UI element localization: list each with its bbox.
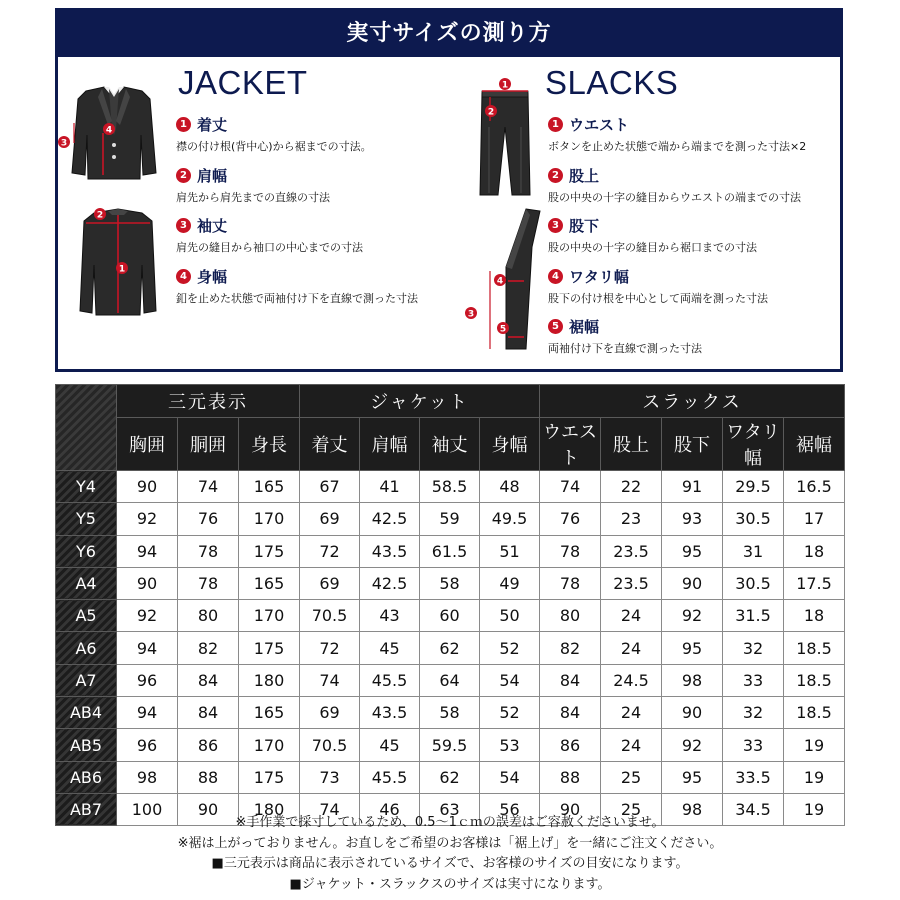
table-cell: 67 bbox=[300, 471, 360, 503]
table-cell: 78 bbox=[540, 567, 601, 599]
table-cell: 18.5 bbox=[784, 632, 845, 664]
table-cell: 180 bbox=[239, 664, 300, 696]
table-cell: 96 bbox=[117, 729, 178, 761]
size-label: AB5 bbox=[56, 729, 117, 761]
table-cell: 100 bbox=[117, 793, 178, 825]
table-cell: 42.5 bbox=[360, 567, 420, 599]
table-cell: 61.5 bbox=[420, 535, 480, 567]
table-cell: 18.5 bbox=[784, 697, 845, 729]
table-cell: 170 bbox=[239, 503, 300, 535]
table-cell: 175 bbox=[239, 761, 300, 793]
table-cell: 165 bbox=[239, 567, 300, 599]
table-cell: 53 bbox=[480, 729, 540, 761]
table-cell: 17 bbox=[784, 503, 845, 535]
svg-text:2: 2 bbox=[487, 107, 495, 118]
table-cell: 92 bbox=[117, 503, 178, 535]
column-header: 身幅 bbox=[480, 418, 540, 471]
table-cell: 95 bbox=[662, 535, 723, 567]
note-line: ■ジャケット・スラックスのサイズは実寸になります。 bbox=[289, 876, 611, 892]
table-cell: 59 bbox=[420, 503, 480, 535]
table-cell: 43.5 bbox=[360, 697, 420, 729]
table-cell: 24.5 bbox=[601, 664, 662, 696]
table-cell: 41 bbox=[360, 471, 420, 503]
table-cell: 92 bbox=[662, 600, 723, 632]
column-header: 肩幅 bbox=[360, 418, 420, 471]
step-number-badge: 4 bbox=[176, 269, 191, 284]
table-cell: 32 bbox=[723, 632, 784, 664]
column-header: 身長 bbox=[239, 418, 300, 471]
table-cell: 54 bbox=[480, 761, 540, 793]
table-cell: 33 bbox=[723, 664, 784, 696]
table-row bbox=[56, 535, 845, 567]
step-title: 袖丈 bbox=[197, 217, 228, 235]
size-label: A7 bbox=[56, 664, 117, 696]
jacket-front-markers bbox=[58, 85, 168, 181]
table-cell: 84 bbox=[540, 697, 601, 729]
table-cell: 58.5 bbox=[420, 471, 480, 503]
marker-3 bbox=[465, 307, 477, 319]
svg-text:1: 1 bbox=[501, 80, 509, 91]
guide-title: 実寸サイズの測り方 bbox=[58, 11, 840, 57]
jacket-step bbox=[176, 266, 418, 317]
table-row bbox=[56, 600, 845, 632]
table-cell: 170 bbox=[239, 600, 300, 632]
table-cell: 175 bbox=[239, 632, 300, 664]
step-description: 釦を止めた状態で両袖付け下を直線で測った寸法 bbox=[176, 291, 418, 305]
step-description: 股の中央の十字の縫目から裾口までの寸法 bbox=[548, 241, 757, 254]
table-cell: 76 bbox=[540, 503, 601, 535]
table-cell: 98 bbox=[662, 664, 723, 696]
table-cell: 84 bbox=[540, 664, 601, 696]
table-cell: 90 bbox=[117, 471, 178, 503]
svg-text:3: 3 bbox=[60, 138, 68, 149]
table-cell: 56 bbox=[480, 793, 540, 825]
table-cell: 165 bbox=[239, 697, 300, 729]
table-cell: 69 bbox=[300, 697, 360, 729]
table-cell: 98 bbox=[117, 761, 178, 793]
step-number-badge: 3 bbox=[176, 218, 191, 233]
table-cell: 43 bbox=[360, 600, 420, 632]
table-cell: 84 bbox=[178, 664, 239, 696]
table-cell: 90 bbox=[178, 793, 239, 825]
table-cell: 165 bbox=[239, 471, 300, 503]
step-title: 着丈 bbox=[197, 116, 228, 134]
table-cell: 46 bbox=[360, 793, 420, 825]
column-header: ワタリ幅 bbox=[723, 418, 784, 471]
table-row bbox=[56, 471, 845, 503]
table-cell: 24 bbox=[601, 729, 662, 761]
table-cell: 18 bbox=[784, 535, 845, 567]
table-cell: 62 bbox=[420, 761, 480, 793]
table-corner bbox=[56, 385, 117, 471]
table-cell: 70.5 bbox=[300, 600, 360, 632]
marker-4 bbox=[103, 123, 115, 135]
size-label: AB6 bbox=[56, 761, 117, 793]
note-line: ■三元表示は商品に表示されているサイズで、お客様のサイズの目安になります。 bbox=[211, 856, 689, 872]
table-row bbox=[56, 567, 845, 599]
table-cell: 45 bbox=[360, 632, 420, 664]
table-cell: 23.5 bbox=[601, 567, 662, 599]
table-cell: 45 bbox=[360, 729, 420, 761]
table-cell: 69 bbox=[300, 567, 360, 599]
table-cell: 24 bbox=[601, 632, 662, 664]
table-cell: 25 bbox=[601, 761, 662, 793]
note-line: ※手作業で採寸しているため、0.5〜1ｃｍの誤差はご容赦くださいませ。 bbox=[235, 815, 665, 830]
table-cell: 78 bbox=[178, 567, 239, 599]
svg-text:4: 4 bbox=[105, 125, 113, 136]
table-cell: 33.5 bbox=[723, 761, 784, 793]
marker-1 bbox=[499, 78, 511, 90]
step-number-badge: 5 bbox=[548, 319, 563, 334]
measurement-guide bbox=[55, 8, 843, 372]
jacket-step bbox=[176, 215, 418, 266]
table-cell: 95 bbox=[662, 632, 723, 664]
table-cell: 24 bbox=[601, 600, 662, 632]
table-cell: 31.5 bbox=[723, 600, 784, 632]
table-row bbox=[56, 729, 845, 761]
table-cell: 91 bbox=[662, 471, 723, 503]
column-header: 袖丈 bbox=[420, 418, 480, 471]
column-header: 股下 bbox=[662, 418, 723, 471]
slacks-step bbox=[548, 266, 806, 317]
column-header: 裾幅 bbox=[784, 418, 845, 471]
table-cell: 19 bbox=[784, 761, 845, 793]
table-cell: 43.5 bbox=[360, 535, 420, 567]
table-cell: 74 bbox=[300, 793, 360, 825]
size-label: Y5 bbox=[56, 503, 117, 535]
column-header: 股上 bbox=[601, 418, 662, 471]
table-cell: 45.5 bbox=[360, 761, 420, 793]
table-cell: 69 bbox=[300, 503, 360, 535]
table-cell: 49.5 bbox=[480, 503, 540, 535]
table-cell: 31 bbox=[723, 535, 784, 567]
column-header: 着丈 bbox=[300, 418, 360, 471]
size-label: AB7 bbox=[56, 793, 117, 825]
table-row bbox=[56, 664, 845, 696]
step-title: 肩幅 bbox=[197, 166, 228, 185]
step-description: ボタンを止めた状態で端から端までを測った寸法×2 bbox=[548, 140, 807, 153]
marker-2 bbox=[485, 105, 497, 117]
table-cell: 18 bbox=[784, 600, 845, 632]
step-description: 両袖付け下を直線で測った寸法 bbox=[548, 342, 702, 355]
column-header: 胴囲 bbox=[178, 418, 239, 471]
step-description: 股の中央の十字の縫目からウエストの端までの寸法 bbox=[548, 190, 801, 204]
step-title: 股下 bbox=[569, 217, 600, 235]
table-cell: 88 bbox=[178, 761, 239, 793]
jacket-section bbox=[58, 61, 458, 369]
table-cell: 17.5 bbox=[784, 567, 845, 599]
table-cell: 23 bbox=[601, 503, 662, 535]
table-cell: 73 bbox=[300, 761, 360, 793]
table-cell: 54 bbox=[480, 664, 540, 696]
table-cell: 82 bbox=[178, 632, 239, 664]
table-cell: 80 bbox=[540, 600, 601, 632]
step-description: 襟の付け根(背中心)から裾までの寸法。 bbox=[176, 140, 372, 153]
table-cell: 78 bbox=[540, 535, 601, 567]
table-cell: 90 bbox=[117, 567, 178, 599]
table-cell: 29.5 bbox=[723, 471, 784, 503]
jacket-step bbox=[176, 114, 418, 165]
step-number-badge: 3 bbox=[548, 218, 563, 233]
table-cell: 88 bbox=[540, 761, 601, 793]
table-cell: 76 bbox=[178, 503, 239, 535]
table-cell: 64 bbox=[420, 664, 480, 696]
svg-text:1: 1 bbox=[118, 264, 126, 275]
svg-text:2: 2 bbox=[96, 210, 104, 221]
table-cell: 95 bbox=[662, 761, 723, 793]
table-cell: 90 bbox=[662, 697, 723, 729]
slacks-section bbox=[458, 61, 843, 369]
table-cell: 92 bbox=[662, 729, 723, 761]
table-cell: 58 bbox=[420, 697, 480, 729]
table-cell: 90 bbox=[540, 793, 601, 825]
step-description: 肩先から肩先までの直線の寸法 bbox=[176, 190, 330, 204]
marker-1 bbox=[116, 262, 128, 274]
slacks-steps bbox=[548, 114, 806, 367]
table-cell: 170 bbox=[239, 729, 300, 761]
table-cell: 52 bbox=[480, 697, 540, 729]
table-cell: 19 bbox=[784, 729, 845, 761]
table-cell: 94 bbox=[117, 535, 178, 567]
table-cell: 33 bbox=[723, 729, 784, 761]
step-description: 股下の付け根を中心として両端を測った寸法 bbox=[548, 291, 768, 305]
size-label: A4 bbox=[56, 567, 117, 599]
slacks-side-markers bbox=[458, 207, 558, 351]
slacks-front-markers bbox=[458, 71, 558, 211]
table-cell: 45.5 bbox=[360, 664, 420, 696]
table-cell: 24 bbox=[601, 697, 662, 729]
notes bbox=[0, 813, 900, 895]
table-cell: 74 bbox=[300, 664, 360, 696]
table-cell: 175 bbox=[239, 535, 300, 567]
table-cell: 32 bbox=[723, 697, 784, 729]
size-label: A6 bbox=[56, 632, 117, 664]
table-cell: 42.5 bbox=[360, 503, 420, 535]
size-label: Y6 bbox=[56, 535, 117, 567]
table-row bbox=[56, 632, 845, 664]
slacks-step bbox=[548, 165, 806, 216]
table-cell: 62 bbox=[420, 632, 480, 664]
table-cell: 19 bbox=[784, 793, 845, 825]
step-title: ウエスト bbox=[569, 116, 630, 134]
step-number-badge: 2 bbox=[176, 168, 191, 183]
table-cell: 18.5 bbox=[784, 664, 845, 696]
marker-2 bbox=[94, 208, 106, 220]
table-cell: 22 bbox=[601, 471, 662, 503]
table-cell: 94 bbox=[117, 697, 178, 729]
table-row bbox=[56, 503, 845, 535]
marker-4 bbox=[494, 274, 506, 286]
table-cell: 72 bbox=[300, 535, 360, 567]
marker-5 bbox=[497, 322, 509, 334]
table-cell: 52 bbox=[480, 632, 540, 664]
table-cell: 80 bbox=[178, 600, 239, 632]
jacket-heading: JACKET bbox=[178, 64, 308, 101]
marker-3 bbox=[58, 136, 70, 148]
table-cell: 70.5 bbox=[300, 729, 360, 761]
size-label: A5 bbox=[56, 600, 117, 632]
step-title: ワタリ幅 bbox=[569, 267, 629, 286]
svg-text:4: 4 bbox=[496, 276, 504, 287]
table-cell: 50 bbox=[480, 600, 540, 632]
group-header-jacket: ジャケット bbox=[300, 385, 540, 418]
table-cell: 49 bbox=[480, 567, 540, 599]
step-number-badge: 2 bbox=[548, 168, 563, 183]
table-cell: 25 bbox=[601, 793, 662, 825]
table-cell: 63 bbox=[420, 793, 480, 825]
step-title: 裾幅 bbox=[569, 318, 600, 336]
jacket-back-markers bbox=[58, 205, 168, 317]
step-title: 身幅 bbox=[197, 267, 228, 286]
step-title: 股上 bbox=[569, 166, 600, 185]
size-label: AB4 bbox=[56, 697, 117, 729]
table-cell: 90 bbox=[662, 567, 723, 599]
step-number-badge: 1 bbox=[548, 117, 563, 132]
slacks-step bbox=[548, 215, 806, 266]
table-cell: 74 bbox=[178, 471, 239, 503]
step-description: 肩先の縫目から袖口の中心までの寸法 bbox=[176, 241, 363, 254]
size-table bbox=[55, 384, 845, 826]
table-cell: 51 bbox=[480, 535, 540, 567]
table-cell: 92 bbox=[117, 600, 178, 632]
size-table-body bbox=[56, 471, 845, 826]
table-cell: 84 bbox=[178, 697, 239, 729]
jacket-steps bbox=[176, 114, 418, 316]
column-header: ウエスト bbox=[540, 418, 601, 471]
table-cell: 74 bbox=[540, 471, 601, 503]
table-cell: 23.5 bbox=[601, 535, 662, 567]
table-cell: 59.5 bbox=[420, 729, 480, 761]
jacket-step bbox=[176, 165, 418, 216]
svg-text:3: 3 bbox=[467, 309, 475, 320]
step-number-badge: 1 bbox=[176, 117, 191, 132]
table-cell: 30.5 bbox=[723, 567, 784, 599]
table-cell: 48 bbox=[480, 471, 540, 503]
table-cell: 96 bbox=[117, 664, 178, 696]
table-cell: 30.5 bbox=[723, 503, 784, 535]
table-cell: 93 bbox=[662, 503, 723, 535]
table-cell: 94 bbox=[117, 632, 178, 664]
table-cell: 72 bbox=[300, 632, 360, 664]
size-label: Y4 bbox=[56, 471, 117, 503]
svg-text:5: 5 bbox=[499, 324, 507, 335]
slacks-step bbox=[548, 114, 806, 165]
table-row bbox=[56, 761, 845, 793]
group-header-slacks: スラックス bbox=[540, 385, 845, 418]
table-cell: 58 bbox=[420, 567, 480, 599]
table-cell: 82 bbox=[540, 632, 601, 664]
table-cell: 98 bbox=[662, 793, 723, 825]
table-cell: 78 bbox=[178, 535, 239, 567]
table-cell: 34.5 bbox=[723, 793, 784, 825]
table-row bbox=[56, 697, 845, 729]
table-cell: 86 bbox=[178, 729, 239, 761]
note-line: ※裾は上がっておりません。お直しをご希望のお客様は「裾上げ」を一緒にご注文ください。 bbox=[177, 835, 723, 851]
slacks-step bbox=[548, 316, 806, 367]
table-cell: 180 bbox=[239, 793, 300, 825]
table-cell: 86 bbox=[540, 729, 601, 761]
table-cell: 16.5 bbox=[784, 471, 845, 503]
column-header: 胸囲 bbox=[117, 418, 178, 471]
slacks-heading: SLACKS bbox=[545, 64, 679, 101]
table-cell: 60 bbox=[420, 600, 480, 632]
group-header-sangen: 三元表示 bbox=[117, 385, 300, 418]
step-number-badge: 4 bbox=[548, 269, 563, 284]
